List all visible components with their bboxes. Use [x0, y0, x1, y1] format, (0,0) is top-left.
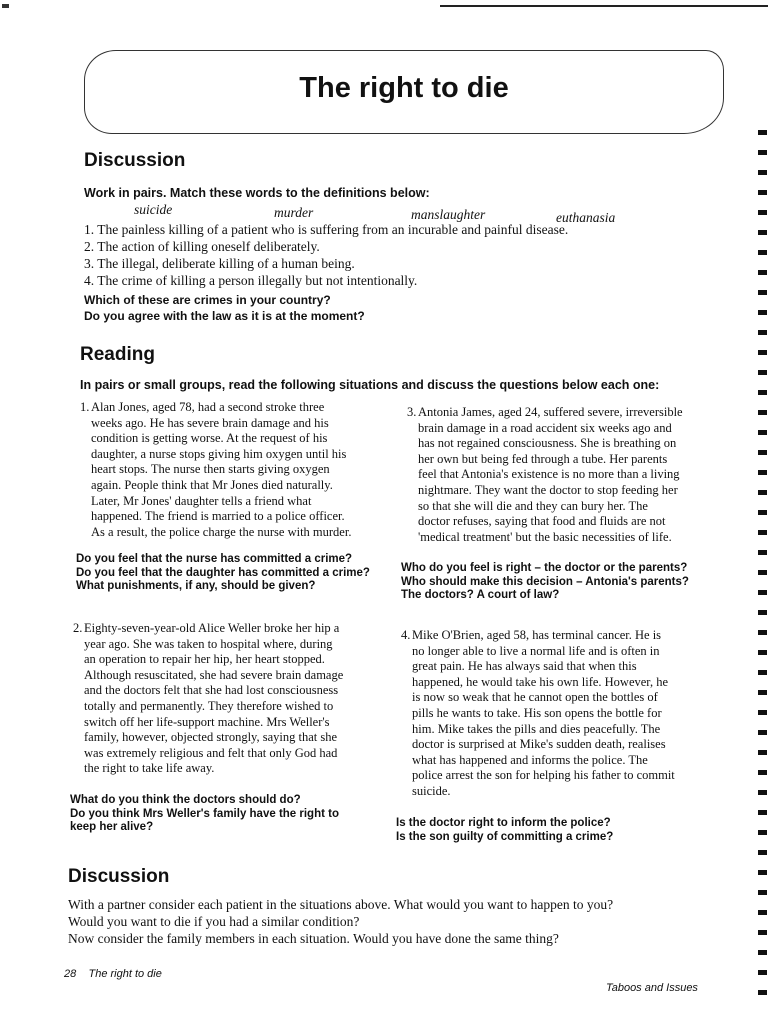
situation-number: 4. [401, 628, 411, 642]
situation-2-questions: What do you think the doctors should do? Do you think Mrs Weller's family have the right to keep her alive? [70, 794, 339, 833]
binding-ring [758, 990, 767, 995]
word-suicide: suicide [134, 202, 173, 217]
definition-4: 4. The crime of killing a person illegally but not intentionally. [84, 273, 418, 288]
binding-ring [758, 270, 767, 275]
binding-ring [758, 410, 767, 415]
situation-1 [80, 400, 391, 540]
discussion-2-text: With a partner consider each patient in the situations above. What would you want to happen to you? Would you want to die if you had a similar condition? Now consider the family members in each situation. Would you have done the same thing? [68, 897, 614, 946]
binding-ring [758, 790, 767, 795]
situation-text: Alan Jones, aged 78, had a second stroke three weeks ago. He has severe brain damage and his condition is getting worse. At the request of his daughter, a nurse stops giving him oxygen until his heart stops. The nurse then starts giving oxygen again. People think that Mr Jones died naturally. Later, Mr Jones' daughter tells a friend what happened. The friend is married to a police officer. As a result, the police charge the nurse with murder. [91, 400, 352, 539]
situation-3-questions: Who do you feel is right – the doctor or the parents? Who should make this decision – Antonia's parents? The doctors? A court of law? [401, 562, 689, 601]
corner-mark [2, 4, 9, 8]
binding-ring [758, 630, 767, 635]
binding-ring [758, 650, 767, 655]
binding-ring [758, 170, 767, 175]
binding-ring [758, 530, 767, 535]
discussion-2-heading: Discussion [68, 866, 170, 887]
binding-ring [758, 390, 767, 395]
definition-3: 3. The illegal, deliberate killing of a human being. [84, 256, 355, 271]
situation-text: Mike O'Brien, aged 58, has terminal cancer. He is no longer able to live a normal life and is often in great pain. He has always said that when this happened, he would take his own life. However, he is now so weak that he cannot open the bottles of pills he wants to take. His son opens the bottle for him. Mike takes the pills and dies peacefully. The doctor is surprised at Mike's sudden death, realises what has happened and informs the police. The police arrest the son for helping his father to commit suicide. [412, 628, 675, 798]
discussion-heading: Discussion [84, 150, 186, 171]
situation-2 [73, 621, 384, 777]
binding-ring [758, 210, 767, 215]
situation-3 [407, 405, 718, 545]
binding-ring [758, 290, 767, 295]
discussion-instruction: Work in pairs. Match these words to the definitions below: [84, 186, 430, 200]
discussion-question-1: Which of these are crimes in your country? [84, 293, 331, 307]
page-number: 28 [64, 968, 77, 980]
situation-number: 2. [73, 621, 83, 635]
word-euthanasia: euthanasia [556, 210, 616, 225]
binding-ring [758, 190, 767, 195]
binding-ring [758, 590, 767, 595]
binding-ring [758, 310, 767, 315]
binding-ring [758, 930, 767, 935]
binding-ring [758, 510, 767, 515]
binding-ring [758, 130, 767, 135]
top-rule [440, 5, 768, 7]
page-title: The right to die [299, 72, 509, 104]
situation-text: Antonia James, aged 24, suffered severe, irreversible brain damage in a road accident six weeks ago and has not regained consciousness. She is breathing on her own but being fed through a tube. Her parents feel that Antonia's existence is no more than a living nightmare. They want the doctor to stop feeding her so that she will die and they can bury her. The doctor refuses, saying that food and fluids are not 'medical treatment' but the basic necessities of life. [418, 405, 683, 544]
binding-ring [758, 730, 767, 735]
binding-ring [758, 970, 767, 975]
situation-4-questions: Is the doctor right to inform the police? Is the son guilty of committing a crime? [396, 817, 614, 843]
binding-ring [758, 230, 767, 235]
binding-ring [758, 470, 767, 475]
book-title: Taboos and Issues [606, 982, 698, 994]
situation-text: Eighty-seven-year-old Alice Weller broke her hip a year ago. She was taken to hospital where, during an operation to repair her hip, her heart stopped. Although resuscitated, she had severe brain damage and the doctors felt that she had lost consciousness totally and permanently. They therefore wished to switch off her life-support machine. Mrs Weller's family, however, objected strongly, saying that she was extremely religious and felt that only God had the right to take life away. [84, 621, 344, 776]
binding-ring [758, 570, 767, 575]
binding-ring [758, 150, 767, 155]
binding-ring [758, 430, 767, 435]
running-title: The right to die [88, 968, 162, 980]
discussion-question-2: Do you agree with the law as it is at the moment? [84, 309, 365, 323]
spiral-binding [755, 130, 768, 1020]
binding-ring [758, 330, 767, 335]
binding-ring [758, 690, 767, 695]
situation-4 [401, 628, 722, 800]
binding-ring [758, 850, 767, 855]
binding-ring [758, 890, 767, 895]
word-murder: murder [274, 205, 314, 220]
binding-ring [758, 710, 767, 715]
binding-ring [758, 810, 767, 815]
situation-number: 3. [407, 405, 417, 419]
binding-ring [758, 550, 767, 555]
binding-ring [758, 610, 767, 615]
situation-1-questions: Do you feel that the nurse has committed a crime? Do you feel that the daughter has committed a crime? What punishments, if any, should be given? [76, 553, 370, 592]
binding-ring [758, 870, 767, 875]
binding-ring [758, 350, 767, 355]
binding-ring [758, 250, 767, 255]
binding-ring [758, 910, 767, 915]
word-manslaughter: manslaughter [411, 207, 486, 222]
situation-number: 1. [80, 400, 90, 414]
binding-ring [758, 450, 767, 455]
binding-ring [758, 670, 767, 675]
binding-ring [758, 830, 767, 835]
definition-2: 2. The action of killing oneself deliberately. [84, 239, 320, 254]
binding-ring [758, 750, 767, 755]
binding-ring [758, 770, 767, 775]
binding-ring [758, 950, 767, 955]
reading-instruction: In pairs or small groups, read the following situations and discuss the questions below each one: [80, 378, 660, 392]
reading-heading: Reading [80, 344, 155, 365]
definition-1: 1. The painless killing of a patient who is suffering from an incurable and painful disease. [84, 222, 569, 237]
footer-left [64, 968, 162, 980]
binding-ring [758, 370, 767, 375]
binding-ring [758, 490, 767, 495]
